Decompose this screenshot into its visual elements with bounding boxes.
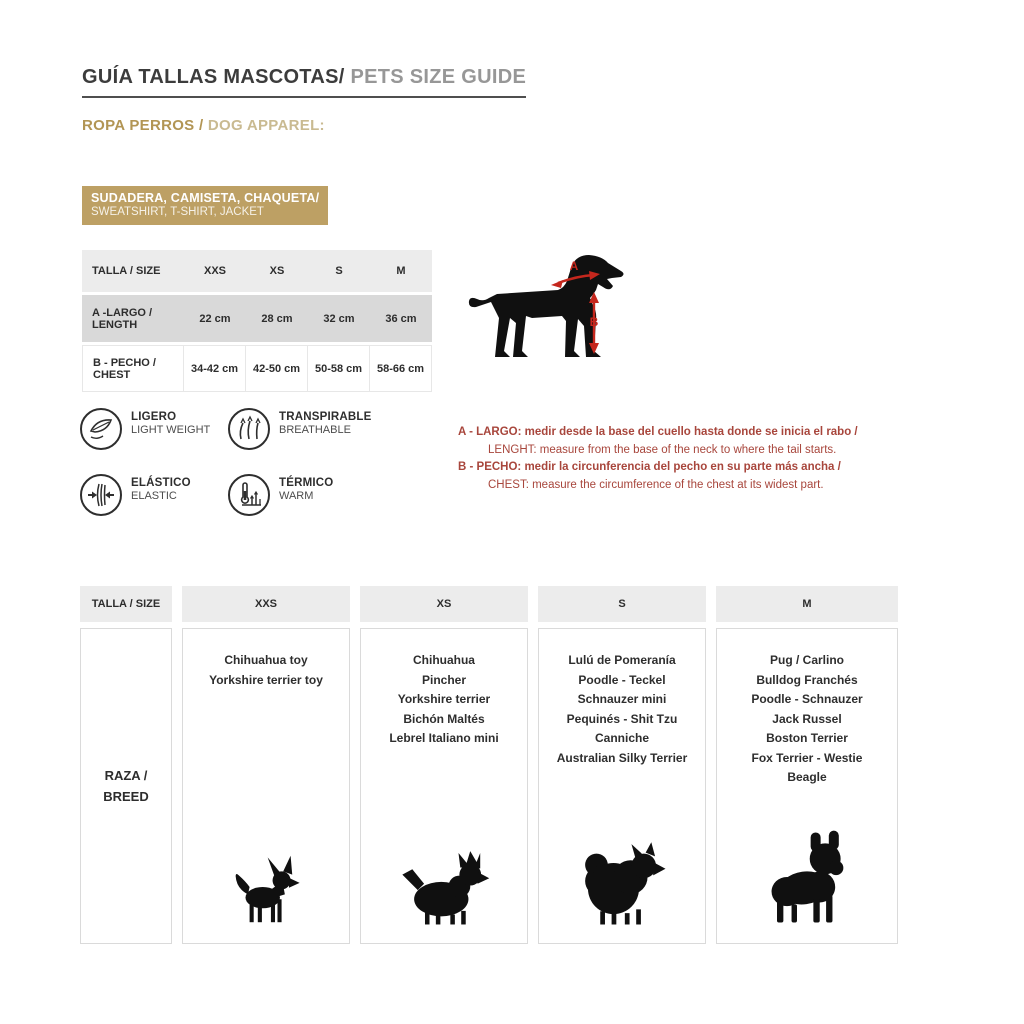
subtitle-en: DOG APPAREL:	[207, 117, 325, 134]
breed-name: Lulú de Pomeranía	[568, 653, 676, 667]
note-b-es: B - PECHO: medir la circunferencia del pecho en su parte más ancha /	[458, 461, 841, 473]
breed-name: Australian Silky Terrier	[556, 750, 688, 765]
breed-cell-s	[538, 628, 706, 944]
length-m: 36 cm	[370, 295, 432, 342]
breed-header-m: M	[716, 586, 898, 622]
breed-cell-m	[716, 628, 898, 944]
length-row-label: A -LARGO / LENGTH	[82, 295, 184, 342]
breed-name: Poodle - Teckel	[578, 672, 666, 687]
breed-name: Boston Terrier	[766, 731, 848, 745]
measure-notes	[458, 424, 878, 494]
length-s: 32 cm	[308, 295, 370, 342]
feature-name-en: ELASTIC	[131, 490, 177, 502]
breed-name: Chihuahua	[412, 653, 475, 667]
length-xs: 28 cm	[246, 295, 308, 342]
subtitle-es: ROPA PERROS /	[82, 117, 208, 134]
breed-list-m	[751, 651, 862, 788]
feature-name-es: LIGERO	[131, 411, 177, 423]
breed-name: Lebrel Italiano mini	[389, 731, 499, 745]
feature-name-es: ELÁSTICO	[131, 477, 191, 489]
chest-m: 58-66 cm	[369, 345, 432, 392]
note-b-en: CHEST: measure the circumference of the chest at its widest part.	[488, 478, 824, 491]
breed-cell-xxs	[182, 628, 350, 944]
feather-icon	[80, 408, 122, 450]
labrador-silhouette-icon	[466, 250, 646, 380]
breed-name: Yorkshire terrier	[397, 692, 491, 706]
breed-table-header	[80, 586, 898, 622]
feature-name-en: WARM	[279, 490, 314, 502]
arrow-a-label: A	[569, 259, 579, 273]
breed-name: Yorkshire terrier toy	[209, 672, 323, 687]
breed-name: Beagle	[787, 770, 827, 784]
chest-s: 50-58 cm	[307, 345, 370, 392]
size-table-header-m: M	[370, 250, 432, 292]
breed-name: Bulldog Franchés	[756, 672, 858, 687]
breed-name: Pincher	[421, 672, 466, 687]
size-table-header-xs: XS	[246, 250, 308, 292]
size-table-header-label: TALLA / SIZE	[82, 250, 184, 292]
arrow-b-label: B	[589, 315, 599, 329]
breed-list-xs	[389, 651, 498, 749]
breed-row-label: RAZA / BREED	[80, 628, 172, 944]
chest-xs: 42-50 cm	[245, 345, 308, 392]
feature-name-en: BREATHABLE	[279, 424, 351, 436]
breed-name: Chihuahua toy	[224, 653, 308, 667]
note-a-en: LENGHT: measure from the base of the neck to where the tail starts.	[488, 443, 837, 456]
note-a-es: A - LARGO: medir desde la base del cuello hasta donde se inicia el rabo /	[458, 426, 858, 438]
feature-name-es: TÉRMICO	[279, 477, 334, 489]
breed-table-body	[80, 628, 898, 944]
yorkshire-terrier-icon	[394, 843, 494, 929]
feature-name-en: LIGHT WEIGHT	[131, 424, 211, 436]
breed-table	[80, 586, 898, 944]
category-line-es: SUDADERA, CAMISETA, CHAQUETA/	[91, 191, 320, 205]
feature-list	[80, 408, 398, 516]
chihuahua-icon	[225, 849, 307, 929]
breed-name: Pequinés - Shit Tzu	[566, 711, 678, 726]
thermal-icon	[228, 474, 270, 516]
feature-elastic	[80, 474, 228, 516]
breed-header-xs: XS	[360, 586, 528, 622]
breed-header-label: TALLA / SIZE	[80, 586, 172, 622]
chest-row-label: B - PECHO / CHEST	[82, 345, 184, 392]
breed-cell-xs	[360, 628, 528, 944]
size-table-header-xxs: XXS	[184, 250, 246, 292]
breed-name: Fox Terrier - Westie	[751, 750, 863, 765]
breed-name: Canniche	[594, 731, 649, 745]
elastic-icon	[80, 474, 122, 516]
size-table	[82, 250, 432, 392]
breed-name: Schnauzer mini	[577, 692, 667, 706]
breed-header-xxs: XXS	[182, 586, 350, 622]
feature-name-es: TRANSPIRABLE	[279, 411, 372, 423]
feature-breathable	[228, 408, 398, 450]
feature-lightweight	[80, 408, 228, 450]
breed-header-s: S	[538, 586, 706, 622]
category-line-en: SWEATSHIRT, T-SHIRT, JACKET	[91, 206, 264, 218]
breed-name: Jack Russel	[772, 711, 842, 726]
breed-name: Bichón Maltés	[403, 711, 485, 726]
breed-name: Pug / Carlino	[769, 653, 844, 667]
breathable-icon	[228, 408, 270, 450]
pomeranian-icon	[570, 833, 674, 929]
measurement-diagram	[466, 250, 646, 385]
size-table-header-s: S	[308, 250, 370, 292]
breed-name: Poodle - Schnauzer	[751, 692, 863, 706]
length-xxs: 22 cm	[184, 295, 246, 342]
page-title-es: GUÍA TALLAS MASCOTAS/	[82, 66, 345, 88]
feature-thermal	[228, 474, 398, 516]
category-badge	[82, 186, 328, 225]
breed-list-s	[557, 651, 688, 768]
breed-list-xxs	[209, 651, 323, 690]
page-title	[82, 66, 526, 98]
chest-xxs: 34-42 cm	[183, 345, 246, 392]
page-subtitle	[82, 117, 325, 134]
french-bulldog-icon	[757, 825, 857, 929]
page-title-en: PETS SIZE GUIDE	[344, 66, 527, 88]
